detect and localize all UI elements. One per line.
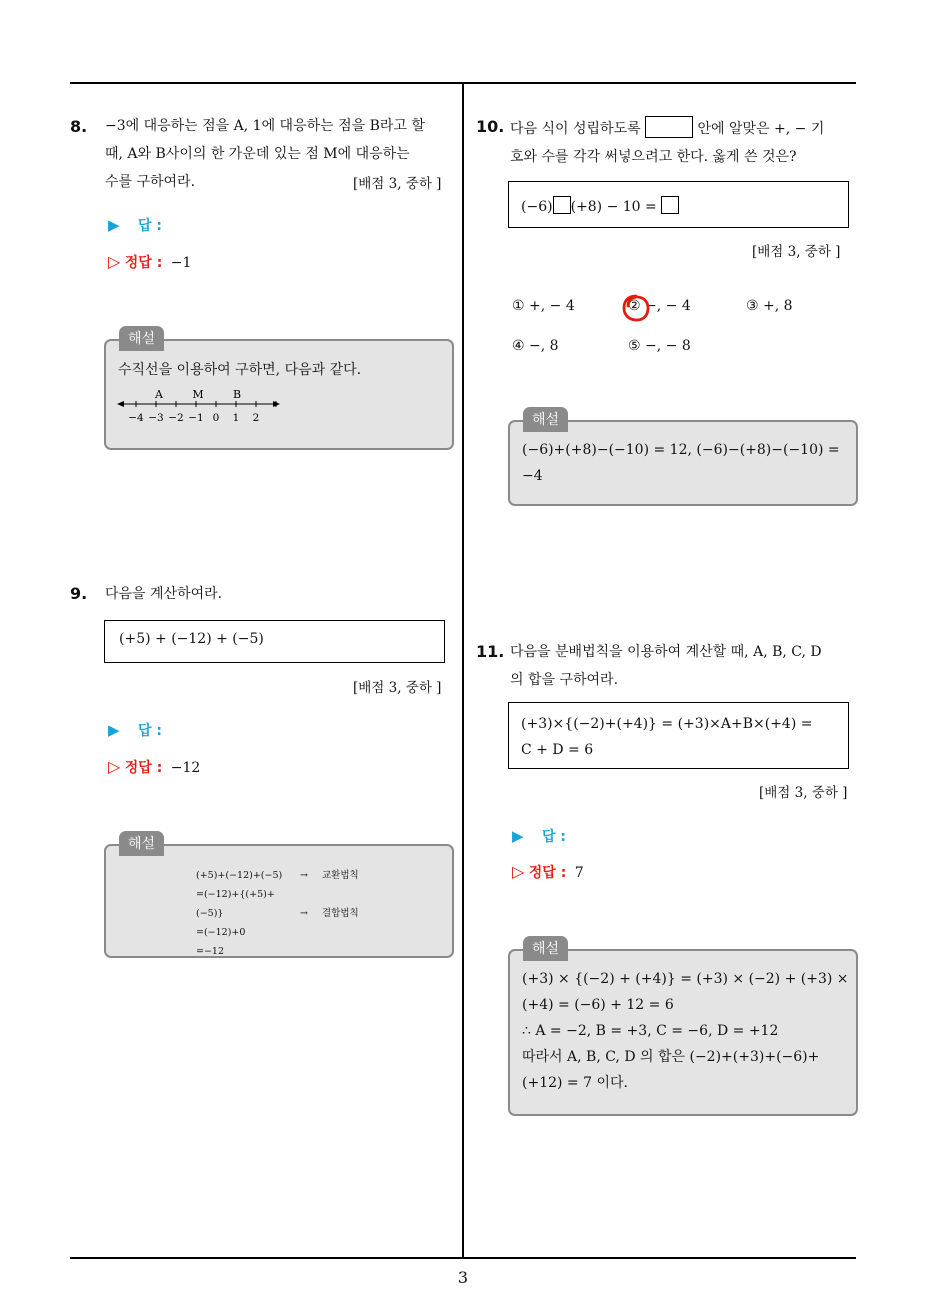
q8-correct-value: −1 bbox=[170, 255, 192, 271]
q9-answer-label: 답 : bbox=[138, 723, 162, 739]
q8-answer-label: 답 : bbox=[138, 218, 162, 234]
point-label-m: M bbox=[192, 388, 204, 401]
q9-correct-row bbox=[108, 757, 200, 777]
q11-answer-row[interactable] bbox=[512, 826, 566, 846]
q10-option-3[interactable]: ③ +, 8 bbox=[746, 298, 793, 314]
q10-option-4[interactable]: ④ −, 8 bbox=[512, 338, 559, 354]
q11-correct-label: 정답 : bbox=[528, 865, 567, 881]
q10-expr-a: (−6) bbox=[521, 199, 553, 215]
q11-line1: 다음을 분배법칙을 이용하여 계산할 때, A, B, C, D bbox=[510, 644, 822, 660]
q10-expr-b: (+8) − 10 = bbox=[570, 199, 657, 215]
q8-line1: −3에 대응하는 점을 A, 1에 대응하는 점을 B라고 할 bbox=[105, 118, 425, 134]
q8-solution-text: 수직선을 이용하여 구하면, 다음과 같다. bbox=[118, 362, 362, 378]
q9-correct-value: −12 bbox=[170, 760, 201, 776]
q9-steps bbox=[196, 866, 359, 961]
q10-score: [배점 3, 중하 ] bbox=[752, 244, 841, 260]
q8-line2: 때, A와 B사이의 한 가운데 있는 점 M에 대응하는 bbox=[105, 146, 410, 162]
q9-expression: (+5) + (−12) + (−5) bbox=[119, 631, 264, 647]
q8-answer-row[interactable] bbox=[108, 215, 162, 235]
result-blank-box bbox=[661, 196, 679, 214]
step-row: =(−12)+0 bbox=[196, 927, 246, 938]
q8-correct-row bbox=[108, 252, 191, 272]
q8-number: 8. bbox=[70, 117, 88, 136]
q10-option-1[interactable]: ① +, − 4 bbox=[512, 298, 575, 314]
step-row: (+5)+(−12)+(−5) → 교환법칙 bbox=[196, 870, 359, 881]
q8-number-line bbox=[115, 383, 285, 428]
q9-text: 다음을 계산하여라. bbox=[105, 586, 223, 602]
q11-text bbox=[510, 638, 860, 694]
play-icon: ▶ bbox=[512, 827, 524, 845]
column-divider bbox=[462, 82, 464, 1258]
q8-line3: 수를 구하여라. bbox=[105, 174, 196, 190]
q10-number: 10. bbox=[476, 117, 505, 136]
q11-correct-row bbox=[512, 862, 584, 882]
point-label-a: A bbox=[155, 388, 163, 401]
play-icon: ▶ bbox=[108, 721, 120, 739]
q11-expression-box bbox=[508, 702, 849, 769]
tick-label: −2 bbox=[168, 412, 184, 424]
q11-solution-text bbox=[522, 966, 849, 1096]
q9-number: 9. bbox=[70, 584, 88, 603]
q11-score: [배점 3, 중하 ] bbox=[759, 785, 848, 801]
q9-answer-row[interactable] bbox=[108, 720, 162, 740]
q10-option-2[interactable]: ② −, − 4 bbox=[628, 298, 691, 314]
q10-solution-line1: (−6)+(+8)−(−10) = 12, (−6)−(+8)−(−10) = bbox=[522, 442, 840, 458]
q11-number: 11. bbox=[476, 642, 505, 661]
tick-label: −4 bbox=[128, 412, 144, 424]
q10-line2: 호와 수를 각각 써넣으려고 한다. 옳게 쓴 것은? bbox=[510, 149, 797, 165]
outline-play-icon: ▷ bbox=[512, 862, 525, 881]
q10-solution-text bbox=[522, 437, 840, 489]
tick-label: −3 bbox=[148, 412, 164, 424]
q10-text bbox=[510, 115, 860, 171]
q10-expression-box bbox=[508, 181, 849, 228]
q11-line2: 의 합을 구하여라. bbox=[510, 672, 619, 688]
q10-solution-tag: 해설 bbox=[523, 407, 568, 432]
q11-expr-line1: (+3)×{(−2)+(+4)} = (+3)×A+B×(+4) = bbox=[521, 716, 813, 732]
q9-solution-tag: 해설 bbox=[119, 831, 164, 856]
q8-score: [배점 3, 중하 ] bbox=[353, 176, 442, 192]
sign-blank-box bbox=[553, 196, 571, 214]
outline-play-icon: ▷ bbox=[108, 757, 121, 776]
q11-expr-line2: C + D = 6 bbox=[521, 742, 594, 758]
q11-answer-label: 답 : bbox=[542, 829, 566, 845]
q8-solution-tag: 해설 bbox=[119, 326, 164, 351]
q9-correct-label: 정답 : bbox=[124, 760, 163, 776]
q11-solution-line: (+3) × {(−2) + (+4)} = (+3) × (−2) + (+3) × bbox=[522, 971, 849, 987]
q11-solution-tag: 해설 bbox=[523, 936, 568, 961]
q11-solution-line: (+4) = (−6) + 12 = 6 bbox=[522, 997, 674, 1013]
left-arrow-icon bbox=[117, 401, 124, 407]
tick-label: 2 bbox=[252, 412, 260, 424]
tick-label: 0 bbox=[212, 412, 220, 424]
q8-correct-label: 정답 : bbox=[124, 255, 163, 271]
page-number: 3 bbox=[457, 1268, 469, 1287]
step-row: =−12 bbox=[196, 946, 225, 957]
answer-blank-box bbox=[645, 116, 693, 138]
q11-correct-value: 7 bbox=[574, 865, 584, 881]
step-row: =(−12)+{(+5)+(−5)} → 결합법칙 bbox=[196, 889, 359, 919]
q10-line1: 다음 식이 성립하도록 안에 알맞은 +, − 기 bbox=[510, 115, 860, 143]
tick-label: −1 bbox=[188, 412, 204, 424]
q11-solution-line: (+12) = 7 이다. bbox=[522, 1075, 628, 1091]
q10-option-5[interactable]: ⑤ −, − 8 bbox=[628, 338, 691, 354]
q9-score: [배점 3, 중하 ] bbox=[353, 680, 442, 696]
q11-solution-line: ∴ A = −2, B = +3, C = −6, D = +12 bbox=[522, 1023, 779, 1039]
point-label-b: B bbox=[232, 388, 242, 401]
q9-expression-box bbox=[104, 620, 445, 663]
play-icon: ▶ bbox=[108, 216, 120, 234]
q10-solution-line2: −4 bbox=[522, 468, 543, 484]
tick-label: 1 bbox=[232, 412, 240, 424]
outline-play-icon: ▷ bbox=[108, 252, 121, 271]
q11-solution-line: 따라서 A, B, C, D 의 합은 (−2)+(+3)+(−6)+ bbox=[522, 1049, 820, 1065]
selected-circle-mark-icon bbox=[620, 292, 652, 324]
